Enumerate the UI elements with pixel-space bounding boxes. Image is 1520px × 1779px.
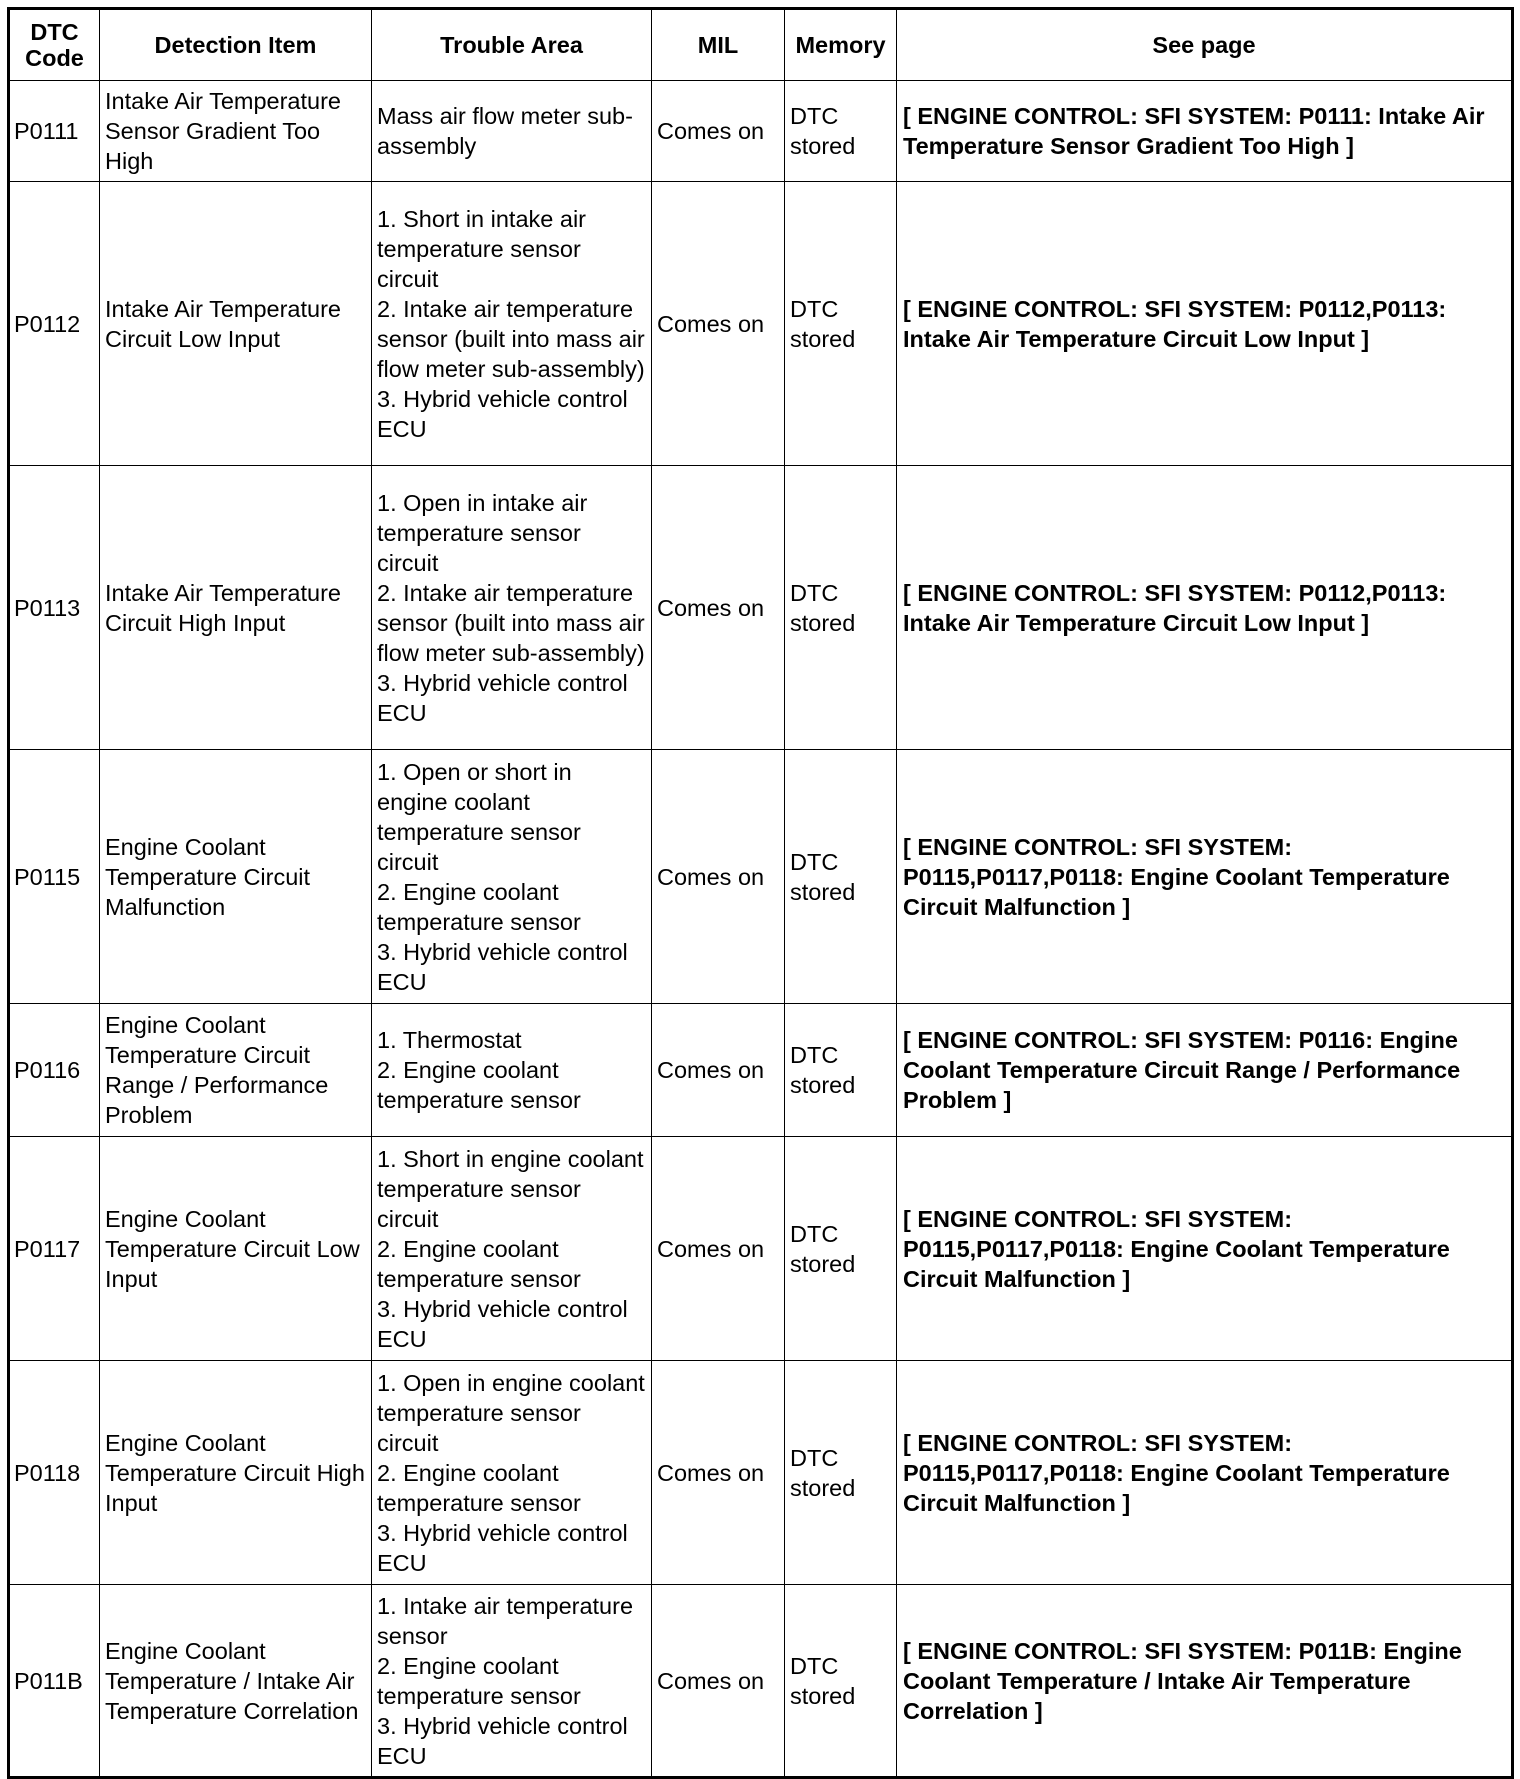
trouble-area-item: Mass air flow meter sub-assembly [377, 103, 633, 159]
trouble-area-item: 3. Hybrid vehicle control ECU [377, 1712, 628, 1769]
header-row [9, 9, 1513, 81]
trouble-area-item: 3. Hybrid vehicle control ECU [377, 1295, 628, 1352]
trouble-area-cell [372, 1585, 652, 1778]
dtc-code-cell: P0111 [9, 81, 100, 182]
memory-cell: DTC stored [785, 750, 897, 1004]
detection-item-cell: Engine Coolant Temperature Circuit Low Input [100, 1137, 372, 1361]
trouble-area-item: 2. Intake air temperature sensor (built into mass air flow meter sub-assembly) [377, 295, 645, 382]
header-dtc-code: DTC Code [9, 9, 100, 81]
see-page-link: [ ENGINE CONTROL: SFI SYSTEM: P0115,P0117,P0118: Engine Coolant Temperature Circuit Malfunction ] [897, 1137, 1513, 1361]
see-page-link: [ ENGINE CONTROL: SFI SYSTEM: P0112,P0113: Intake Air Temperature Circuit Low Input ] [897, 182, 1513, 466]
trouble-area-item: 1. Open or short in engine coolant temperature sensor circuit [377, 758, 581, 875]
see-page-link: [ ENGINE CONTROL: SFI SYSTEM: P0112,P0113: Intake Air Temperature Circuit Low Input ] [897, 466, 1513, 750]
memory-cell: DTC stored [785, 466, 897, 750]
mil-cell: Comes on [652, 81, 785, 182]
memory-cell: DTC stored [785, 1361, 897, 1585]
trouble-area-item: 3. Hybrid vehicle control ECU [377, 938, 628, 995]
mil-cell: Comes on [652, 1137, 785, 1361]
memory-cell: DTC stored [785, 182, 897, 466]
trouble-area-item: 3. Hybrid vehicle control ECU [377, 385, 628, 442]
header-trouble-area: Trouble Area [372, 9, 652, 81]
see-page-link: [ ENGINE CONTROL: SFI SYSTEM: P0115,P0117,P0118: Engine Coolant Temperature Circuit Malfunction ] [897, 750, 1513, 1004]
trouble-area-item: 2. Intake air temperature sensor (built into mass air flow meter sub-assembly) [377, 579, 645, 666]
table-row [9, 1585, 1513, 1778]
dtc-table [7, 7, 1514, 1779]
memory-cell: DTC stored [785, 1585, 897, 1778]
dtc-code-cell: P0117 [9, 1137, 100, 1361]
mil-cell: Comes on [652, 466, 785, 750]
see-page-link: [ ENGINE CONTROL: SFI SYSTEM: P011B: Engine Coolant Temperature / Intake Air Temperature Correlation ] [897, 1585, 1513, 1778]
mil-cell: Comes on [652, 182, 785, 466]
memory-cell: DTC stored [785, 1137, 897, 1361]
see-page-link: [ ENGINE CONTROL: SFI SYSTEM: P0115,P0117,P0118: Engine Coolant Temperature Circuit Malfunction ] [897, 1361, 1513, 1585]
trouble-area-item: 3. Hybrid vehicle control ECU [377, 1519, 628, 1576]
see-page-link: [ ENGINE CONTROL: SFI SYSTEM: P0111: Intake Air Temperature Sensor Gradient Too High ] [897, 81, 1513, 182]
dtc-code-cell: P0116 [9, 1004, 100, 1137]
trouble-area-item: 2. Engine coolant temperature sensor [377, 1057, 581, 1113]
trouble-area-cell [372, 182, 652, 466]
detection-item-cell: Engine Coolant Temperature Circuit Range / Performance Problem [100, 1004, 372, 1137]
dtc-code-cell: P011B [9, 1585, 100, 1778]
trouble-area-cell [372, 1137, 652, 1361]
table-row [9, 81, 1513, 182]
detection-item-cell: Intake Air Temperature Circuit High Input [100, 466, 372, 750]
trouble-area-item: 2. Engine coolant temperature sensor [377, 1459, 581, 1516]
trouble-area-item: 1. Intake air temperature sensor [377, 1592, 634, 1649]
trouble-area-item: 2. Engine coolant temperature sensor [377, 1235, 581, 1292]
trouble-area-cell [372, 1361, 652, 1585]
table-row [9, 466, 1513, 750]
dtc-table-body [9, 81, 1513, 1778]
mil-cell: Comes on [652, 1004, 785, 1137]
trouble-area-item: 2. Engine coolant temperature sensor [377, 878, 581, 935]
mil-cell: Comes on [652, 1361, 785, 1585]
header-memory: Memory [785, 9, 897, 81]
see-page-link: [ ENGINE CONTROL: SFI SYSTEM: P0116: Engine Coolant Temperature Circuit Range / Performance Problem ] [897, 1004, 1513, 1137]
trouble-area-cell [372, 466, 652, 750]
detection-item-cell: Engine Coolant Temperature Circuit High Input [100, 1361, 372, 1585]
trouble-area-item: 1. Open in intake air temperature sensor circuit [377, 489, 588, 576]
trouble-area-cell [372, 1004, 652, 1137]
header-mil: MIL [652, 9, 785, 81]
header-detection-item: Detection Item [100, 9, 372, 81]
memory-cell: DTC stored [785, 1004, 897, 1137]
table-row [9, 1361, 1513, 1585]
detection-item-cell: Intake Air Temperature Circuit Low Input [100, 182, 372, 466]
detection-item-cell: Engine Coolant Temperature / Intake Air Temperature Correlation [100, 1585, 372, 1778]
trouble-area-item: 2. Engine coolant temperature sensor [377, 1652, 581, 1709]
detection-item-cell: Intake Air Temperature Sensor Gradient Too High [100, 81, 372, 182]
dtc-code-cell: P0118 [9, 1361, 100, 1585]
trouble-area-item: 1. Thermostat [377, 1027, 522, 1053]
dtc-code-cell: P0112 [9, 182, 100, 466]
trouble-area-item: 1. Short in engine coolant temperature sensor circuit [377, 1145, 644, 1232]
mil-cell: Comes on [652, 1585, 785, 1778]
header-see-page: See page [897, 9, 1513, 81]
trouble-area-item: 3. Hybrid vehicle control ECU [377, 669, 628, 726]
table-row [9, 182, 1513, 466]
memory-cell: DTC stored [785, 81, 897, 182]
table-row [9, 1137, 1513, 1361]
trouble-area-item: 1. Short in intake air temperature sensor circuit [377, 205, 586, 292]
table-row [9, 750, 1513, 1004]
dtc-code-cell: P0113 [9, 466, 100, 750]
mil-cell: Comes on [652, 750, 785, 1004]
dtc-code-cell: P0115 [9, 750, 100, 1004]
trouble-area-cell [372, 750, 652, 1004]
table-row [9, 1004, 1513, 1137]
trouble-area-cell [372, 81, 652, 182]
trouble-area-item: 1. Open in engine coolant temperature sensor circuit [377, 1369, 645, 1456]
detection-item-cell: Engine Coolant Temperature Circuit Malfunction [100, 750, 372, 1004]
